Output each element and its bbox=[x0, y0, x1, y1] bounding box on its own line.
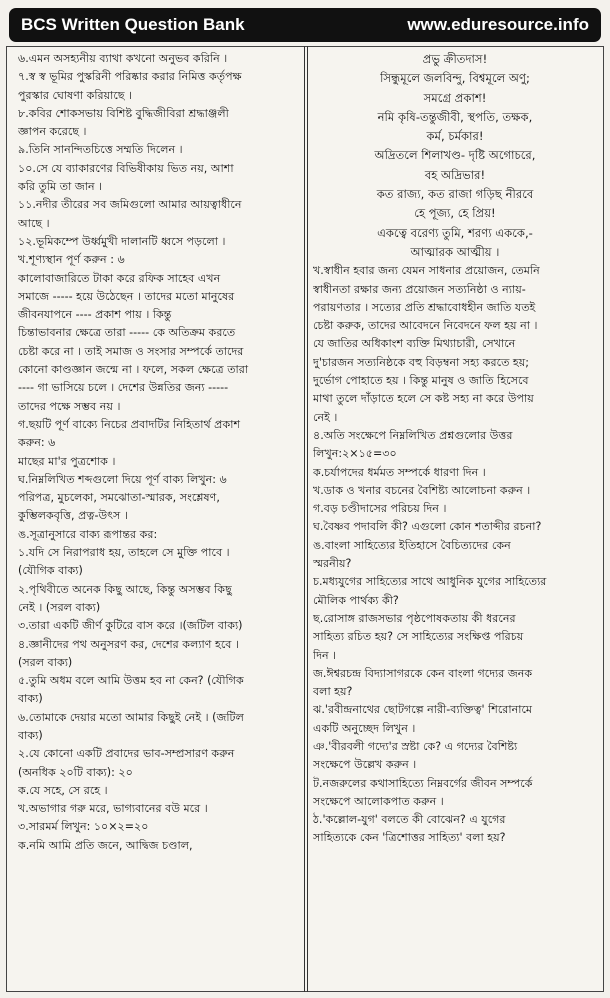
text-line: মৌলিক পার্থক্য কী? bbox=[313, 593, 399, 607]
text-line: করুন: ৬ bbox=[18, 436, 56, 450]
text-line: খ.ডাক ও খনার বচনের বৈশিষ্ট্য আলোচনা করুন । bbox=[313, 483, 531, 497]
text-line: ট.নজরুলের কথাসাহিত্যে নিম্নবর্গের জীবন সম্পর্কে bbox=[313, 776, 533, 790]
poem-block bbox=[313, 50, 597, 262]
text-line: জ.ঈশ্বরচন্দ্র বিদ্যাসাগরকে কেন বাংলা গদ্যের জনক bbox=[313, 666, 533, 680]
text-line: ক.নমি আমি প্রতি জনে, আদ্বিজ চণ্ডাল, bbox=[18, 838, 193, 852]
text-line: ঙ.বাংলা সাহিত্যের ইতিহাসে বৈচিত্যদের কেন bbox=[313, 538, 511, 552]
text-line: ঙ.সূত্রানুসারে বাক্য রূপান্তর কর: bbox=[18, 527, 158, 541]
text-line: নমি কৃষি-তন্তুজীবী, স্থপতি, তক্ষক, bbox=[377, 109, 533, 124]
text-line: ৭.স্ব স্ব ভূমির পুস্করিনী পরিষ্কার করার নিমিত্ত কর্তৃপক্ষ bbox=[18, 70, 242, 84]
text-line: দু'চারজন সত্যনিষ্ঠকে বহু বিড়ম্বনা সহ্য করতে হয়; bbox=[313, 355, 530, 369]
text-line: ১২.ভূমিকম্পে উর্ধ্বমুখী দালানটি ধ্বসে পড়লো । bbox=[18, 234, 226, 248]
text-line: সংক্ষেপে আলোকপাত করুন । bbox=[313, 794, 444, 808]
text-line: স্মরনীয়? bbox=[313, 557, 352, 571]
banner-title: BCS Written Question Bank bbox=[21, 15, 245, 34]
column-divider bbox=[304, 46, 308, 992]
text-line: খ.অভাগার গরু মরে, ভাগ্যবানের বউ মরে । bbox=[18, 802, 208, 816]
text-line: ২.যে কোনো একটি প্রবাদের ভাব-সম্প্রসারণ করুন bbox=[18, 747, 235, 761]
text-line: স্বাধীনতা রক্ষার জন্য প্রয়োজন সত্যনিষ্ঠা ও ন্যায়- bbox=[313, 282, 526, 296]
text-line: বাক্য) bbox=[18, 728, 43, 742]
text-line: (যৌগিক বাক্য) bbox=[18, 564, 83, 578]
text-line: কত রাজ্য, কত রাজা গড়িছ নীরবে bbox=[376, 187, 534, 202]
text-line: করি তুমি তা জান । bbox=[18, 180, 103, 194]
text-line: আছে । bbox=[18, 216, 50, 230]
text-line: চেষ্টা করুক, তাদের আবেদনে নিবেদনে ফল হয় না । bbox=[313, 319, 538, 333]
text-line: সংক্ষেপে উল্লেখ করুন । bbox=[313, 758, 417, 772]
text-line: সমাজে ----- হয়ে উঠেছেন । তাদের মতো মানুষের bbox=[18, 289, 235, 303]
text-line: জ্ঞাপন করেছে । bbox=[18, 125, 87, 139]
text-line: (সরল বাক্য) bbox=[18, 655, 73, 669]
text-line: চিন্তাভাবনার ক্ষেত্রে তারা ----- কে অতিক্রম করতে bbox=[18, 326, 236, 340]
text-line: সমগ্রে প্রকাশ! bbox=[423, 90, 487, 105]
header-banner bbox=[9, 8, 601, 42]
text-line: অদ্রিতলে শিলাখণ্ড- দৃষ্টি অগোচরে, bbox=[374, 148, 536, 163]
text-line: (অনধিক ২০টি বাক্য): ২০ bbox=[18, 765, 133, 779]
text-line: মাছের মা'র পুত্রশোক । bbox=[18, 454, 116, 468]
left-column bbox=[18, 50, 299, 986]
text-line: বলা হয়? bbox=[313, 685, 353, 699]
text-line: ৯.তিনি সানন্দিতচিত্তে সম্মতি দিলেন । bbox=[18, 143, 183, 157]
text-line: তাদের পক্ষে সম্ভব নয় । bbox=[18, 399, 121, 413]
text-line: খ.শূণ্যস্থান পূর্ণ করুন : ৬ bbox=[18, 253, 125, 267]
text-line: বহ অদ্রিভার! bbox=[424, 167, 486, 182]
text-line: একত্বে বরেণ্য তুমি, শরণ্য এককে,- bbox=[377, 225, 533, 240]
right-column bbox=[313, 50, 597, 986]
text-line: সাহিত্যকে কেন 'ত্রিশোত্তর সাহিত্য' বলা হয়? bbox=[313, 831, 506, 845]
text-line: নেই । bbox=[313, 410, 338, 424]
text-line: ১০.সে যে ব্যাকারণের বিভিষীকায় ভিত নয়, আশা bbox=[18, 161, 234, 175]
text-line: কর্ম, চর্মকার! bbox=[426, 129, 484, 144]
text-line: নেই । (সরল বাক্য) bbox=[18, 600, 101, 614]
text-line: ঝ.'রবীন্দ্রনাথের ছোটগল্পে নারী-ব্যক্তিত্ব' শিরোনামে bbox=[313, 703, 533, 717]
text-line: ৪.জ্ঞানীদের পথ অনুসরণ কর, দেশের কল্যাণ হবে । bbox=[18, 637, 239, 651]
text-line: কালোবাজারিতে টাকা করে রফিক সাহেব এখন bbox=[18, 271, 221, 285]
text-line: সাহিত্য রচিত হয়? সে সাহিত্যের সংক্ষিপ্ত পরিচয় bbox=[313, 630, 524, 644]
text-line: ক.যে সহে, সে রহে । bbox=[18, 783, 108, 797]
text-line: বাক্য) bbox=[18, 692, 43, 706]
text-line: ৩.সারমর্ম লিখুন: ১০×২=২০ bbox=[18, 820, 149, 834]
text-line: পুরস্কার ঘোষণা করিয়াছে । bbox=[18, 88, 133, 102]
text-line: ৬.তোমাকে দেয়ার মতো আমার কিছুই নেই । (জটিল bbox=[18, 710, 244, 724]
text-line: দুর্ভোগ পোহাতে হয় । কিন্তু মানুষ ও জাতি হিসেবে bbox=[313, 374, 529, 388]
text-line: চ.মধ্যযুগের সাহিত্যের সাথে আধুনিক যুগের সাহিত্যের bbox=[313, 575, 547, 589]
text-line: পরিপত্র, মুচলেকা, সমঝোতা-স্মারক, সংশ্লেষণ, bbox=[18, 491, 220, 505]
text-line: ---- গা ভাসিয়ে চলে । দেশের উন্নতির জন্য ----- bbox=[18, 381, 229, 395]
text-line: ক.চর্যাপদের ধর্মমত সম্পর্কে ধারণা দিন । bbox=[313, 465, 486, 479]
text-line: গ.বড় চণ্ডীদাসের পরিচয় দিন । bbox=[313, 502, 447, 516]
text-line: ১১.নদীর তীরের সব জমিগুলো আমার আয়ত্বাধীনে bbox=[18, 198, 242, 212]
text-line: ঘ.বৈষ্ণব পদাবলি কী? এগুলো কোন শতাব্দীর রচনা? bbox=[313, 520, 542, 534]
text-line: কুম্ভিলকবৃত্তি, প্রত্ন-উৎস । bbox=[18, 509, 128, 523]
text-line: খ.স্বাধীন হবার জন্য যেমন সাধনার প্রয়োজন, তেমনি bbox=[313, 264, 540, 278]
banner-url: www.eduresource.info bbox=[407, 15, 589, 34]
text-line: হে পূজ্য, হে প্রিয়! bbox=[414, 206, 496, 221]
text-line: ঞ.'বীরবলী গদ্যে'র স্রষ্টা কে? এ গদ্যের বৈশিষ্ট্য bbox=[313, 739, 518, 753]
text-line: একটি অনুচ্ছেদ লিখুন । bbox=[313, 721, 416, 735]
text-line: আত্মারক আত্মীয় । bbox=[410, 244, 500, 259]
text-line: ৪.অতি সংক্ষেপে নিম্নলিখিত প্রশ্নগুলোর উত্তর bbox=[313, 428, 513, 442]
text-line: ২.পৃথিবীতে অনেক কিছু আছে, কিন্তু অসম্ভব কিছু bbox=[18, 582, 232, 596]
text-line: ৬.এমন অসহ্যনীয় ব্যাথা কখনো অনুভব করিনি । bbox=[18, 52, 228, 65]
text-line: চেষ্টা করে না । তাই সমাজ ও সংসার সম্পর্কে তাদের bbox=[18, 344, 244, 358]
text-line: ছ.রোসাঙ্গ রাজসভার পৃষ্ঠপোষকতায় কী ধরনের bbox=[313, 611, 516, 625]
text-line: ১.যদি সে নিরাপরাধ হয়, তাহলে সে মুক্তি পাবে । bbox=[18, 546, 230, 560]
text-line: ৩.তারা একটি জীর্ণ কুটিরে বাস করে ।(জটিল বাক্য) bbox=[18, 619, 243, 633]
text-line: সিন্ধুমূলে জলবিন্দু, বিশ্বমূলে অণু; bbox=[380, 71, 530, 86]
text-line: মাথা তুলে দাঁড়াতে হলে সে কষ্ট সহ্য না করে উপায় bbox=[313, 392, 534, 406]
text-line: জীবনযাপনে ---- প্রকাশ পায় । কিন্তু bbox=[18, 308, 172, 322]
text-line: ঘ.নিম্নলিখিত শব্দগুলো দিয়ে পূর্ণ বাক্য লিখুন: ৬ bbox=[18, 472, 227, 486]
text-line: লিখুন:২×১৫=৩০ bbox=[313, 447, 397, 461]
text-line: ঠ.'কল্লোল-যুগ' বলতে কী বোঝেন? এ যুগের bbox=[313, 813, 506, 827]
text-line: ৮.কবির শোকসভায় বিশিষ্ট বুদ্ধিজীবিরা শ্রদ্ধাঞ্জলী bbox=[18, 106, 229, 120]
right-column-body bbox=[313, 262, 597, 848]
text-line: কোনো কাণ্ডজ্ঞান জন্মে না । ফলে, সকল ক্ষেত্রে তারা bbox=[18, 363, 249, 377]
text-line: প্রভু ক্রীতদাস! bbox=[422, 52, 488, 66]
text-line: দিন । bbox=[313, 648, 337, 662]
text-line: গ.ছয়টি পূর্ণ বাক্যে নিচের প্রবাদটির নিহিতার্থ প্রকাশ bbox=[18, 417, 241, 431]
text-line: যে জাতির অধিকাংশ ব্যক্তি মিথ্যাচারী, সেখানে bbox=[313, 337, 516, 351]
text-line: ৫.তুমি অধম বলে আমি উত্তম হব না কেন? (যৌগিক bbox=[18, 674, 244, 688]
text-line: পরায়ণতার । সত্যের প্রতি শ্রদ্ধাবোধহীন জাতি যতই bbox=[313, 300, 536, 314]
